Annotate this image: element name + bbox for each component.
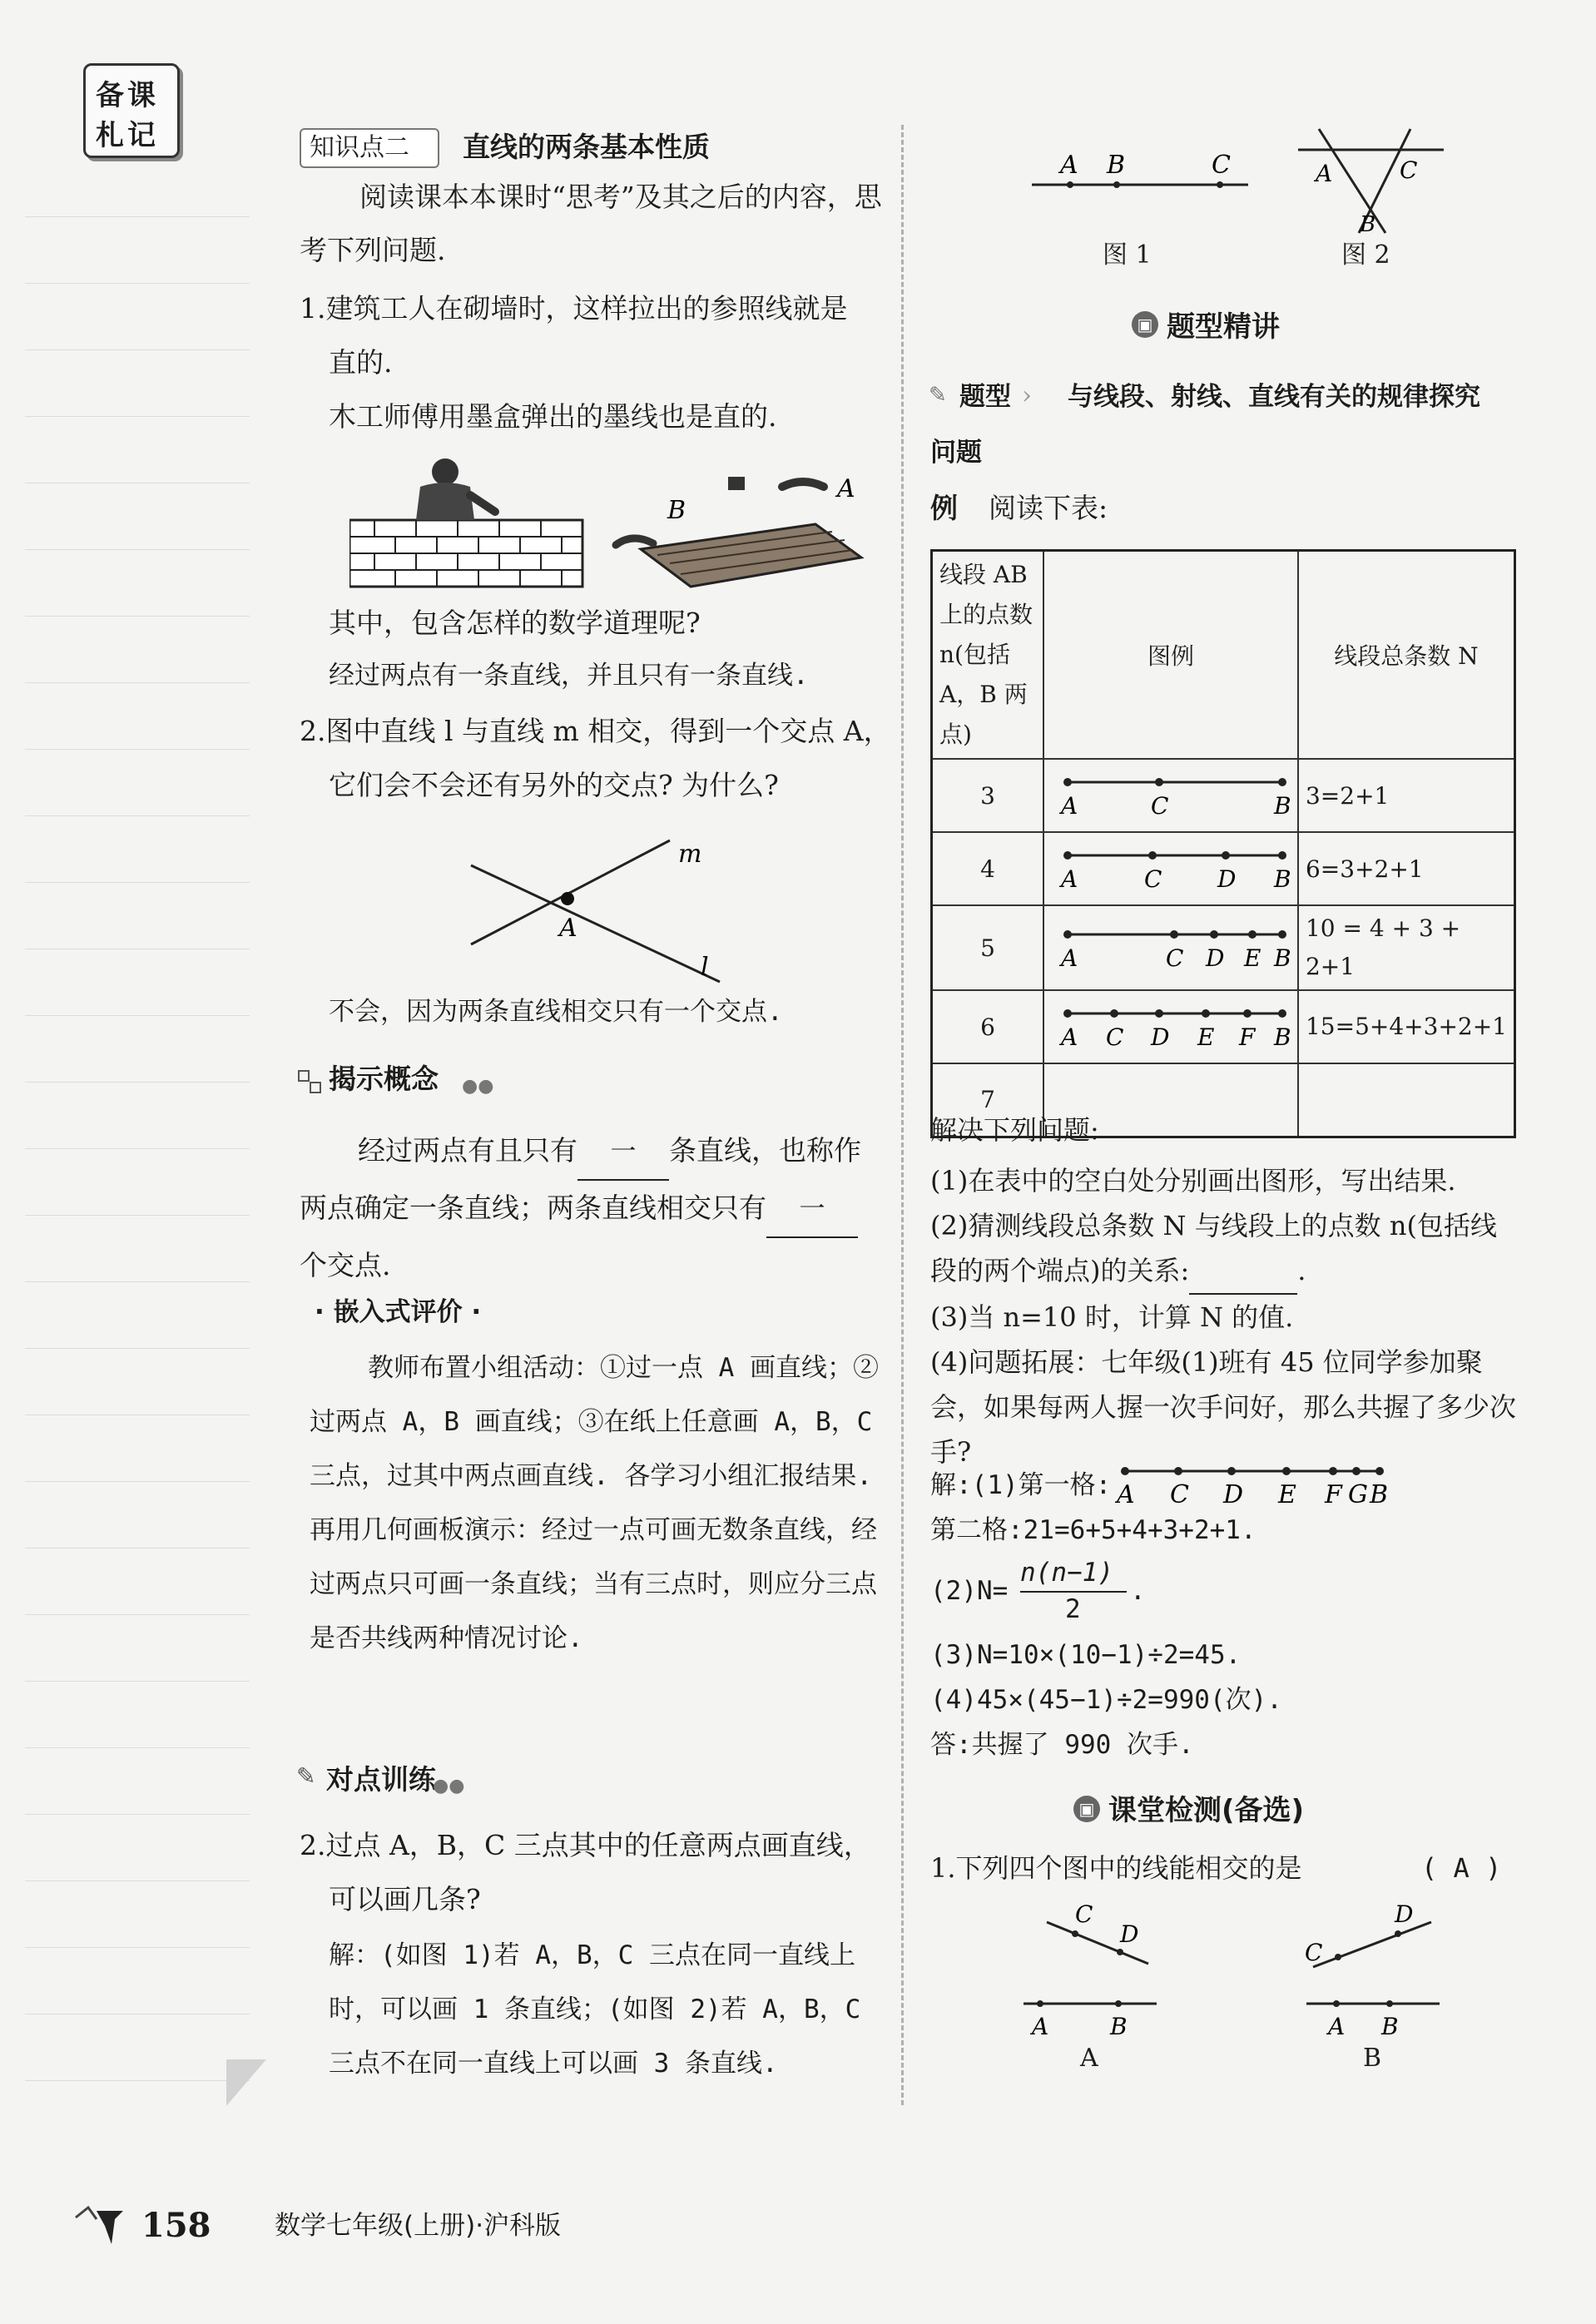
sol2-prefix: (2)N=: [930, 1576, 1009, 1606]
stamp-line2: 札记: [96, 119, 159, 152]
t2-line2: 可以画几条?: [329, 1883, 481, 1915]
kp2-tag: [300, 128, 439, 168]
pt-label: E: [1243, 944, 1261, 972]
margin-rule: [25, 1148, 250, 1149]
example-text: 阅读下表:: [989, 492, 1108, 524]
margin-rule: [25, 1947, 250, 1948]
fig2-caption: 图 2: [1341, 240, 1390, 270]
c1-caption-b: B: [1363, 2044, 1382, 2073]
sub-questions: [930, 1158, 1521, 1474]
sub-q2-blank: [1189, 1248, 1297, 1295]
c1-figure-a: [1015, 1897, 1182, 2047]
header-total: 线段总条数 N: [1298, 551, 1515, 760]
sub-q4: (4)问题拓展：七年级(1)班有 45 位同学参加聚会，如果每两人握一次手问好，那么共握了多少次手?: [930, 1346, 1517, 1468]
margin-rule: [25, 416, 250, 417]
pt-label: B: [1370, 1480, 1389, 1509]
section-icon: ▣: [1132, 311, 1158, 338]
margin-rule: [25, 1015, 250, 1016]
pt-label: A: [1060, 865, 1078, 893]
concept-text-1: 经过两点有且只有: [358, 1134, 577, 1167]
row-total: 10 = 4 + 3 + 2+1: [1298, 905, 1515, 990]
corner-triangle: [226, 2059, 268, 2109]
fig2-label-a: A: [1316, 160, 1333, 187]
pt-label: B: [1273, 791, 1291, 820]
margin-rule: [25, 682, 250, 683]
segment-figure: [1051, 764, 1291, 822]
margin-rule: [25, 349, 250, 350]
eval-body: [310, 1341, 884, 1666]
q1-line2: 直的.: [329, 346, 393, 379]
dots-icon: ●●: [462, 1076, 494, 1097]
pt-label: E: [1197, 1023, 1215, 1051]
q2-label-m: m: [678, 840, 702, 869]
pt-label: A: [1117, 1480, 1135, 1509]
q1-fig-label-b: B: [667, 496, 686, 525]
sol1-second: 第二格:21=6+5+4+3+2+1.: [930, 1515, 1256, 1545]
sol2-denominator: 2: [1065, 1594, 1081, 1624]
c1-question: 1.下列四个图中的线能相交的是: [930, 1852, 1302, 1884]
pt-label: B: [1273, 1023, 1291, 1051]
fig1-label-a: A: [1060, 151, 1078, 180]
margin-rule: [25, 1481, 250, 1482]
intro-content: 阅读课本本课时“思考”及其之后的内容，思考下列问题.: [300, 181, 882, 266]
row-total: 15=5+4+3+2+1: [1298, 990, 1515, 1063]
margin-rule: [25, 1082, 250, 1083]
pt-label: C: [1105, 1023, 1124, 1051]
type-title-line2: 问题: [930, 438, 982, 468]
fraction-bar: [1020, 1591, 1127, 1593]
segment-figure: [1051, 916, 1291, 974]
q1-line3: 木工师傅用墨盒弹出的墨线也是直的.: [329, 400, 777, 433]
fig1-collinear: [1024, 141, 1273, 208]
sol2-suffix: .: [1130, 1576, 1146, 1606]
margin-rule: [25, 815, 250, 816]
margin-rule: [25, 616, 250, 617]
table-row: [932, 905, 1515, 990]
row-figure: [1043, 905, 1298, 990]
q2-intersect-figure: [466, 832, 732, 998]
sol-answer: 答:共握了 990 次手.: [930, 1730, 1194, 1760]
margin-rule: [25, 1348, 250, 1349]
margin-rule: [25, 1614, 250, 1615]
eval-title: · 嵌入式评价 ·: [315, 1297, 482, 1327]
sol2-numerator: n(n−1): [1020, 1558, 1113, 1588]
margin-rule: [25, 1747, 250, 1748]
concept-title: 揭示概念: [329, 1063, 439, 1095]
fig-b-label: C: [1305, 1939, 1323, 1966]
fig1-label-b: B: [1107, 151, 1126, 180]
q1-illustration: [349, 453, 874, 591]
sub-q2: (2)猜测线段总条数 N 与线段上的点数 n(包括线段的两个端点)的关系: .: [930, 1203, 1521, 1295]
margin-rule: [25, 216, 250, 217]
eval-content: 教师布置小组活动：①过一点 A 画直线；②过两点 A，B 画直线；③在纸上任意画 A，B，C 三点，过其中两点画直线. 各学习小组汇报结果. 再用几何画板演示：经过一点可画无数条直线，经过两点只可画一条直线；当有三点时，则应分三点是否共线两种情况讨论.: [310, 1353, 879, 1653]
pt-label: G: [1348, 1480, 1368, 1509]
q2-answer: 不会，因为两条直线相交只有一个交点.: [329, 997, 783, 1027]
c1-choice: ( A ): [1421, 1852, 1502, 1884]
c1-figure-b: [1298, 1897, 1465, 2047]
q2-line2: 它们会不会还有另外的交点? 为什么?: [329, 769, 779, 801]
pt-label: C: [1165, 944, 1184, 972]
t2-line1: 2.过点 A，B，C 三点其中的任意两点画直线，: [300, 1829, 871, 1861]
q1-fig-label-a: A: [837, 474, 855, 503]
row-n: 7: [932, 1063, 1043, 1137]
fig-b-label: D: [1395, 1900, 1414, 1928]
segment-figure: [1051, 995, 1291, 1053]
pt-label: D: [1217, 865, 1237, 893]
fig-a-label: B: [1110, 2013, 1128, 2040]
q2-label-l: l: [701, 953, 709, 982]
concept-paragraph: [300, 1123, 889, 1293]
margin-stamp: [83, 63, 180, 158]
fig2-label-c: C: [1400, 156, 1418, 184]
sub-q2-text: (2)猜测线段总条数 N 与线段上的点数 n(包括线段的两个端点)的关系:: [930, 1210, 1497, 1286]
sol1-figure: [1115, 1461, 1390, 1516]
q1-question: 其中，包含怎样的数学道理呢?: [329, 607, 701, 639]
pt-label: B: [1273, 865, 1291, 893]
concept-blank-2: 一: [766, 1182, 858, 1238]
q2-label-a: A: [559, 914, 577, 943]
kp2-title: 直线的两条基本性质: [463, 131, 710, 163]
concept-text-2: 条直线，也称作: [669, 1134, 861, 1167]
table-row: [932, 832, 1515, 905]
column-divider: [901, 125, 904, 2105]
intro-text: [300, 171, 889, 277]
stamp-line1: 备课: [96, 79, 159, 112]
sol4: (4)45×(45−1)÷2=990(次).: [930, 1685, 1282, 1715]
pt-label: A: [1060, 1023, 1078, 1051]
fig-a-label: A: [1032, 2013, 1049, 2040]
fig-b-label: B: [1381, 2013, 1399, 2040]
pt-label: A: [1060, 791, 1078, 820]
c1-caption-a: A: [1080, 2044, 1098, 2073]
fig2-triangle: [1294, 125, 1460, 241]
concept-text-3: 两点确定一条直线；两条直线相交只有: [300, 1192, 766, 1224]
sub-q1: (1)在表中的空白处分别画出图形，写出结果.: [930, 1165, 1456, 1197]
fig1-label-c: C: [1212, 151, 1231, 180]
pt-label: B: [1273, 944, 1291, 972]
row-n: 4: [932, 832, 1043, 905]
margin-rule: [25, 549, 250, 550]
segment-figure: [1051, 837, 1291, 895]
table-row: [932, 990, 1515, 1063]
type-tag: 题型: [959, 382, 1011, 412]
fig2-label-b: B: [1360, 212, 1376, 237]
pt-label: A: [1060, 944, 1078, 972]
sol1-prefix: 解:(1)第一格:: [930, 1470, 1112, 1500]
pattern-table: [930, 549, 1516, 1138]
margin-rule: [25, 749, 250, 750]
row-n: 5: [932, 905, 1043, 990]
table-row: [932, 759, 1515, 832]
q1-line1: 1.建筑工人在砌墙时，这样拉出的参照线就是: [300, 292, 848, 325]
section-title: 题型精讲: [1167, 310, 1280, 344]
book-title: 数学七年级(上册)·沪科版: [275, 2211, 562, 2241]
margin-rule: [25, 2080, 250, 2081]
check-icon: ▣: [1073, 1796, 1100, 1822]
margin-rule: [25, 1681, 250, 1682]
header-n: 线段 AB 上的点数 n(包括 A，B 两点): [932, 551, 1043, 760]
margin-rule: [25, 882, 250, 883]
sol3: (3)N=10×(10−1)÷2=45.: [930, 1640, 1242, 1670]
train-title: 对点训练: [326, 1763, 436, 1796]
row-figure: [1043, 990, 1298, 1063]
margin-rule: [25, 1548, 250, 1549]
pt-label: E: [1278, 1480, 1296, 1509]
row-total: [1298, 1063, 1515, 1137]
margin-rule: [25, 283, 250, 284]
row-n: 6: [932, 990, 1043, 1063]
sub-q3: (3)当 n=10 时，计算 N 的值.: [930, 1301, 1294, 1333]
dots-icon: ●●: [433, 1776, 465, 1796]
fig1-caption: 图 1: [1103, 240, 1152, 270]
solve-intro: 解决下列问题:: [930, 1114, 1099, 1146]
fig-b-label: A: [1328, 2013, 1346, 2040]
t2-answer: [329, 1929, 888, 2091]
row-total: 3=2+1: [1298, 759, 1515, 832]
pt-label: C: [1150, 791, 1169, 820]
pt-label: D: [1205, 944, 1225, 972]
pt-label: D: [1223, 1480, 1244, 1509]
margin-rule: [25, 1215, 250, 1216]
row-total: 6=3+2+1: [1298, 832, 1515, 905]
margin-rule: [25, 1814, 250, 1815]
row-figure: [1043, 759, 1298, 832]
kp2-tag-text: 知识点二: [310, 133, 409, 162]
t2-answer-content: 解：(如图 1)若 A，B，C 三点在同一直线上时，可以画 1 条直线；(如图 2)若 A，B，C 三点不在同一直线上可以画 3 条直线.: [329, 1940, 861, 2079]
concept-blank-1: 一: [577, 1124, 669, 1181]
pt-label: D: [1150, 1023, 1170, 1051]
pt-label: C: [1170, 1480, 1189, 1509]
margin-rule: [25, 1281, 250, 1282]
chevron-right-icon: ›: [1022, 381, 1032, 410]
example-label: 例: [930, 492, 958, 524]
concept-icon: [298, 1070, 321, 1093]
table-header-row: [932, 551, 1515, 760]
concept-text-4: 个交点.: [300, 1249, 391, 1281]
train-icon: ✎: [296, 1762, 316, 1790]
pt-label: F: [1325, 1480, 1342, 1509]
check-title: 课堂检测(备选): [1108, 1794, 1305, 1827]
footer-decoration-icon: [72, 2201, 130, 2247]
header-figure: 图例: [1043, 551, 1298, 760]
row-n: 3: [932, 759, 1043, 832]
type-icon: ✎: [929, 383, 947, 408]
type-title-line1: 与线段、射线、直线有关的规律探究: [1068, 382, 1480, 412]
page-number: 158: [141, 2206, 211, 2245]
pt-label: F: [1238, 1023, 1256, 1051]
row-figure: [1043, 832, 1298, 905]
q2-line1: 2.图中直线 l 与直线 m 相交，得到一个交点 A，: [300, 715, 891, 747]
fig-a-label: C: [1075, 1900, 1093, 1928]
pt-label: C: [1143, 865, 1162, 893]
q1-answer: 经过两点有一条直线，并且只有一条直线.: [329, 661, 809, 691]
fig-a-label: D: [1120, 1920, 1139, 1948]
